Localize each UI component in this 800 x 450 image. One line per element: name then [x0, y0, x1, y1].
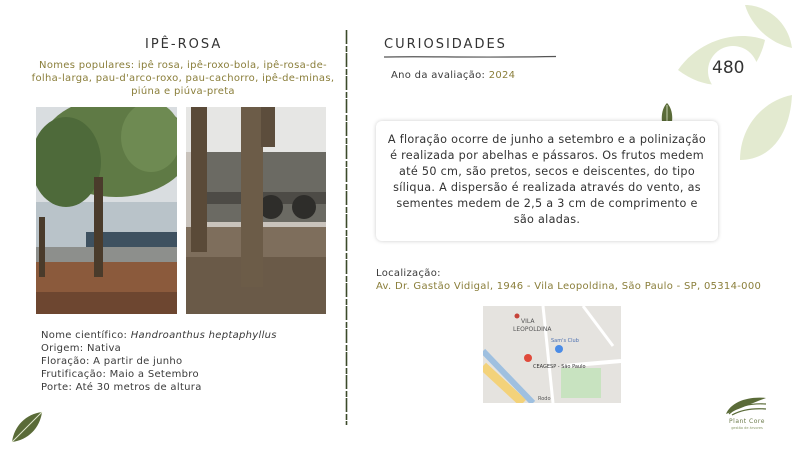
species-details	[41, 329, 277, 394]
tree-photo-1	[36, 107, 177, 314]
map-poi-ceagesp: CEAGESP - São Paulo	[533, 364, 586, 370]
origin: Origem: Nativa	[41, 343, 122, 354]
leaf-icon-bottom-left	[8, 408, 46, 446]
scientific-name: Nome científico: Handroanthus heptaphyllus	[41, 330, 277, 341]
evaluation-year: Ano da avaliação: 2024	[391, 70, 516, 81]
curiosities-title: CURIOSIDADES	[384, 37, 507, 52]
location-address: Av. Dr. Gastão Vidigal, 1946 - Vila Leopoldina, São Paulo - SP, 05314-000	[376, 281, 762, 292]
curiosities-text: A floração ocorre de junho a setembro e a polinização é realizada por abelhas e pássaros. Os frutos medem até 50 cm, são pretos, secos e deiscentes, do tipo síliqua. A dispersão é realizada através do vento, as sementes medem de 2,5 a 3 cm de comprimento e são aladas.	[387, 133, 707, 226]
tree-photo-2	[186, 107, 326, 314]
location-map[interactable]	[483, 306, 621, 403]
flowering: Floração: A partir de junho	[41, 356, 183, 367]
title-underline	[384, 55, 556, 59]
location-label: Localização:	[376, 268, 441, 279]
column-divider	[345, 30, 348, 425]
map-poi-sams: Sam's Club	[551, 338, 579, 344]
brand-name: Plant Core	[729, 418, 765, 425]
fruiting: Frutificação: Maio a Setembro	[41, 369, 199, 380]
tree-number-badge: 480	[712, 58, 745, 78]
species-title: IPÊ-ROSA	[145, 37, 223, 52]
popular-names: Nomes populares: ipê rosa, ipê-roxo-bola, ipê-rosa-de-folha-larga, pau-d'arco-roxo, pau-cachorro, ipê-de-minas, piúna e piúva-preta	[31, 60, 335, 97]
brand-tagline: gestão de árvores	[731, 426, 763, 430]
map-district-line2: LEOPOLDINA	[513, 326, 552, 333]
leaf-decoration-top-right	[660, 0, 800, 180]
size: Porte: Até 30 metros de altura	[41, 382, 202, 393]
map-district-line1: VILA	[521, 318, 535, 325]
plant-core-logo-icon	[723, 394, 769, 416]
map-road: Rodo	[538, 396, 551, 402]
